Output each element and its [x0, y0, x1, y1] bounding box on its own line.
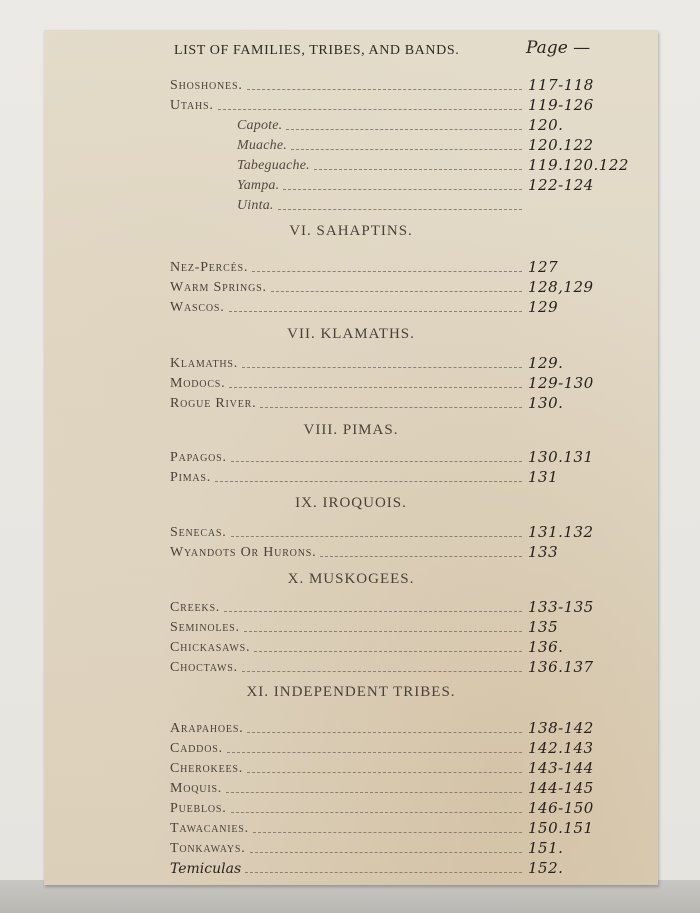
section-heading: VII. KLAMATHS. — [287, 326, 415, 342]
entry-row — [170, 757, 640, 777]
entry-label: Nez-Percés. — [170, 260, 249, 275]
entry-row — [170, 541, 640, 561]
entry-label: Choctaws. — [170, 660, 238, 675]
entry-row — [170, 717, 640, 737]
handwritten-page-numbers: 133 — [528, 543, 559, 561]
dot-leader — [242, 671, 522, 672]
entry-label: Creeks. — [170, 600, 221, 615]
entry-label: Klamaths. — [170, 356, 239, 371]
entry-label: Moquis. — [170, 781, 223, 796]
dot-leader — [314, 169, 522, 170]
dot-leader — [271, 291, 522, 292]
dot-leader — [242, 367, 522, 368]
handwritten-page-numbers: 119-126 — [528, 96, 594, 114]
entry-label: Senecas. — [170, 525, 227, 540]
dot-leader — [253, 832, 522, 833]
dot-leader — [278, 209, 522, 210]
handwritten-page-numbers: 151. — [528, 839, 564, 857]
handwritten-page-numbers: 127 — [528, 258, 559, 276]
handwritten-page-numbers: 122-124 — [528, 176, 594, 194]
dot-leader — [320, 556, 522, 557]
sub-entry-row — [237, 114, 640, 134]
dot-leader — [231, 812, 522, 813]
handwritten-page-numbers: 131 — [528, 468, 559, 486]
dot-leader — [226, 792, 522, 793]
handwritten-page-numbers: 136. — [528, 638, 564, 656]
section-heading: VIII. PIMAS. — [303, 422, 399, 438]
section-heading: VI. SAHAPTINS. — [289, 223, 413, 239]
dot-leader — [247, 732, 522, 733]
entry-label: Arapahoes. — [170, 721, 244, 736]
entry-label: Wascos. — [170, 300, 225, 315]
entry-label: Shoshones. — [170, 78, 243, 93]
dot-leader — [215, 481, 522, 482]
handwritten-page-numbers: 120. — [528, 116, 564, 134]
section-heading: IX. IROQUOIS. — [295, 495, 407, 511]
dot-leader — [244, 631, 522, 632]
sub-entry-row — [237, 194, 640, 214]
handwritten-page-numbers: 150.151 — [528, 819, 594, 837]
dot-leader — [252, 271, 522, 272]
entry-label: Yampa. — [237, 178, 280, 193]
handwritten-page-numbers: 142.143 — [528, 739, 594, 757]
dot-leader — [231, 536, 522, 537]
entry-row — [170, 352, 640, 372]
handwritten-page-numbers: 143-144 — [528, 759, 594, 777]
handwritten-page-numbers: 152. — [528, 859, 564, 877]
entry-label: Tonkaways. — [170, 841, 246, 856]
entry-label: Rogue River. — [170, 396, 257, 411]
entry-label: Papagos. — [170, 450, 227, 465]
handwritten-page-numbers: 129. — [528, 354, 564, 372]
entry-row — [170, 837, 640, 857]
handwritten-page-numbers: 117-118 — [528, 76, 594, 94]
entry-row — [170, 777, 640, 797]
entry-label: Caddos. — [170, 741, 223, 756]
dot-leader — [260, 407, 522, 408]
dot-leader — [254, 651, 522, 652]
entry-row — [170, 817, 640, 837]
handwritten-page-numbers: 128,129 — [528, 278, 594, 296]
entry-label: Muache. — [237, 138, 287, 153]
entry-label: Temiculas — [170, 861, 242, 877]
entry-label: Seminoles. — [170, 620, 240, 635]
entry-row — [170, 74, 640, 94]
handwritten-page-numbers: 133-135 — [528, 598, 594, 616]
entry-row — [170, 276, 640, 296]
entry-row — [170, 372, 640, 392]
dot-leader — [283, 189, 522, 190]
dot-leader — [250, 852, 522, 853]
handwritten-page-numbers: 129 — [528, 298, 559, 316]
sub-entry-row — [237, 134, 640, 154]
handwritten-page-numbers: 136.137 — [528, 658, 594, 676]
dot-leader — [247, 89, 522, 90]
section-heading: XI. INDEPENDENT TRIBES. — [246, 684, 456, 700]
entry-label: Modocs. — [170, 376, 226, 391]
handwritten-page-numbers: 119.120.122 — [528, 156, 629, 174]
dot-leader — [245, 872, 522, 873]
dot-leader — [224, 611, 522, 612]
handwritten-page-numbers: 130.131 — [528, 448, 594, 466]
entry-label: Utahs. — [170, 98, 214, 113]
dot-leader — [227, 752, 522, 753]
entry-label: Pimas. — [170, 470, 212, 485]
dot-leader — [218, 109, 522, 110]
entry-row — [170, 521, 640, 541]
entry-row — [170, 636, 640, 656]
entry-label: Chickasaws. — [170, 640, 251, 655]
document-page — [44, 30, 658, 885]
entry-row — [170, 656, 640, 676]
family-list — [44, 30, 658, 885]
handwritten-page-numbers: 120.122 — [528, 136, 594, 154]
entry-label: Tawacanies. — [170, 821, 249, 836]
dot-leader — [247, 772, 522, 773]
entry-label: Uinta. — [237, 198, 274, 213]
entry-row — [170, 94, 640, 114]
entry-row — [170, 446, 640, 466]
handwritten-page-numbers: 144-145 — [528, 779, 594, 797]
dot-leader — [291, 149, 522, 150]
handwritten-page-numbers: 146-150 — [528, 799, 594, 817]
entry-label: Cherokees. — [170, 761, 244, 776]
handwritten-page-note: Page — — [526, 38, 591, 58]
entry-label: Warm Springs. — [170, 280, 267, 295]
dot-leader — [229, 311, 522, 312]
handwritten-page-numbers: 130. — [528, 394, 564, 412]
entry-row — [170, 857, 640, 877]
entry-row — [170, 466, 640, 486]
entry-row — [170, 392, 640, 412]
handwritten-page-numbers: 138-142 — [528, 719, 594, 737]
dot-leader — [229, 387, 522, 388]
entry-row — [170, 737, 640, 757]
handwritten-page-numbers: 129-130 — [528, 374, 594, 392]
sub-entry-row — [237, 154, 640, 174]
entry-row — [170, 296, 640, 316]
entry-label: Pueblos. — [170, 801, 227, 816]
section-heading: X. MUSKOGEES. — [287, 571, 415, 587]
dot-leader — [231, 461, 522, 462]
handwritten-page-numbers: 135 — [528, 618, 559, 636]
entry-label: Wyandots Or Hurons. — [170, 545, 317, 560]
entry-row — [170, 797, 640, 817]
entry-label: Tabeguache. — [237, 158, 310, 173]
entry-row — [170, 256, 640, 276]
entry-row — [170, 596, 640, 616]
entry-row — [170, 616, 640, 636]
handwritten-page-numbers: 131.132 — [528, 523, 594, 541]
entry-label: Capote. — [237, 118, 283, 133]
dot-leader — [286, 129, 522, 130]
page-title: LIST OF FAMILIES, TRIBES, AND BANDS. — [174, 43, 460, 58]
sub-entry-row — [237, 174, 640, 194]
